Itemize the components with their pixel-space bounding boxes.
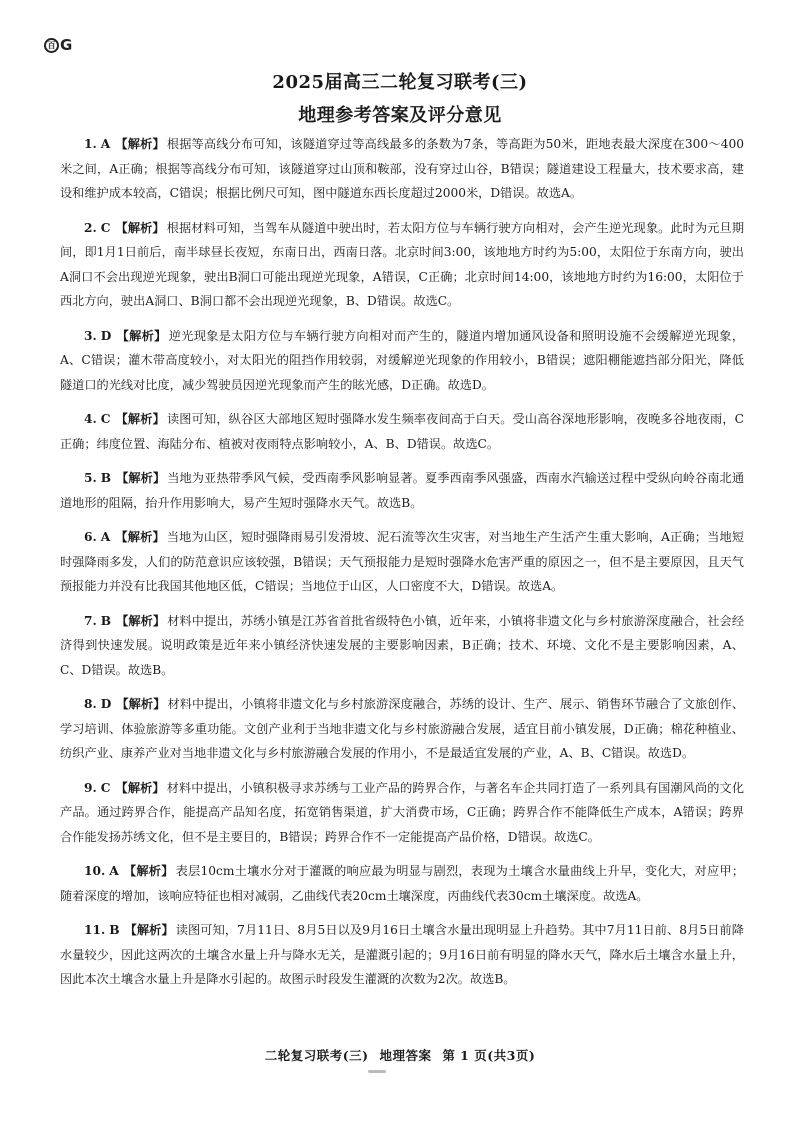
analysis-tag: 【解析】: [116, 697, 166, 711]
answer-item: [60, 609, 744, 683]
page-footer: [0, 1046, 800, 1064]
answer-choice: A: [100, 137, 111, 151]
answer-number: 8.: [84, 697, 97, 711]
answer-number: 9.: [84, 780, 97, 795]
answer-number: 7.: [84, 613, 97, 628]
answer-choice: B: [109, 923, 120, 937]
answer-list: [60, 132, 744, 1002]
answer-item: [60, 859, 744, 908]
analysis-tag: 【解析】: [115, 412, 165, 426]
logo-mark-icon: 百: [44, 38, 59, 53]
answer-choice: D: [100, 697, 112, 711]
analysis-tag: 【解析】: [115, 137, 165, 151]
analysis-tag: 【解析】: [116, 328, 167, 343]
answer-item: [60, 216, 744, 314]
answer-explanation: 根据等高线分布可知，该隧道穿过等高线最多的条数为7条，等高距为50米，距地表最大深度在300～400米之间，A正确；根据等高线分布可知，该隧道穿过山顶和鞍部，没有穿过山谷，B错误；隧道建设工程量大，技术要求高，建设和维护成本较高，C错误；根据比例尺可知，图中隧道东西长度超过2000米，D错误。故选A。: [60, 137, 744, 200]
answer-explanation: 材料中提出，小镇将非遗文化与乡村旅游深度融合，苏绣的设计、生产、展示、销售环节融合了文旅创作、学习培训、体验旅游等多重功能。文创产业利于当地非遗文化与乡村旅游融合发展，适宜目前小镇发展，D正确；棉花种植业、纺织产业、康养产业对当地非遗文化与乡村旅游融合发展的作用小，不是最适宜发展的产业，A、B、C错误。故选D。: [60, 697, 745, 760]
answer-number: 10.: [84, 864, 106, 878]
answer-choice: A: [100, 530, 111, 544]
answer-choice: B: [100, 471, 112, 485]
answer-explanation: 根据材料可知，当驾车从隧道中驶出时，若太阳方位与车辆行驶方向相对，会产生逆光现象。此时为元旦期间，即1月1日前后，南半球昼长夜短，东南日出，西南日落。北京时间3:00，该地地方时约为5:00，太阳位于东南方向，驶出A洞口不会出现逆光现象，驶出B洞口可能出现逆光现象，A错误，C正确；北京时间14:00，该地地方时约为16:00，太阳位于西北方向，驶出A洞口、B洞口都不会出现逆光现象，B、D错误。故选C。: [60, 220, 745, 308]
answer-item: [60, 466, 744, 515]
answer-choice: A: [109, 864, 119, 878]
answer-choice: B: [100, 613, 112, 628]
answer-item: [60, 918, 744, 992]
answer-explanation: 材料中提出，小镇积极寻求苏绣与工业产品的跨界合作，与著名车企共同打造了一系列具有国潮风尚的文化产品。通过跨界合作，能提高产品知名度，拓宽销售渠道，扩大消费市场，C正确；跨界合作不能降低生产成本，A错误；跨界合作能发扬苏绣文化，但不是主要目的，B错误；跨界合作不一定能提高产品价格，D错误。故选C。: [60, 780, 745, 844]
answer-explanation: 读图可知，纵谷区大部地区短时强降水发生频率夜间高于白天。受山高谷深地形影响，夜晚多谷地夜雨，C正确；纬度位置、海陆分布、植被对夜雨特点影响较小，A、B、D错误。故选C。: [60, 412, 745, 451]
answer-item: [60, 776, 744, 850]
footer-subject: 地理答案: [379, 1048, 432, 1063]
answer-number: 11.: [84, 923, 106, 937]
footer-exam-name: 二轮复习联考(三): [264, 1048, 369, 1063]
answer-number: 1.: [84, 137, 97, 151]
logo-letter: G: [60, 36, 73, 54]
analysis-tag: 【解析】: [123, 864, 174, 878]
answer-key-subtitle: 地理参考答案及评分意见: [298, 105, 502, 126]
answer-choice: C: [100, 412, 111, 426]
answer-explanation: 逆光现象是太阳方位与车辆行驶方向相对而产生的，隧道内增加通风设备和照明设施不会缓解逆光现象，A、C错误；灌木带高度较小，对太阳光的阻挡作用较弱，对缓解逆光现象的作用较小，B错误；遮阳棚能遮挡部分阳光，降低隧道口的光线对比度，减少驾驶员因逆光现象而产生的眩光感，D正确。故选D。: [60, 328, 745, 392]
answer-explanation: 读图可知，7月11日、8月5日以及9月16日土壤含水量出现明显上升趋势。其中7月11日前、8月5日前降水量较少，因此这两次的土壤含水量上升与降水无关，是灌溉引起的；9月16日前有明显的降水天气，降水后土壤含水量上升，因此本次土壤含水量上升是降水引起的。故图示时段发生灌溉的次数为2次。故选B。: [60, 923, 744, 986]
answer-choice: D: [100, 328, 112, 343]
answer-number: 4.: [84, 412, 97, 426]
answer-number: 5.: [84, 471, 97, 485]
answer-number: 2.: [84, 220, 97, 235]
answer-item: [60, 692, 744, 766]
answer-item: [60, 525, 744, 599]
exam-title: 2025届高三二轮复习联考(三): [272, 72, 528, 93]
answer-explanation: 材料中提出，苏绣小镇是江苏省首批省级特色小镇，近年来，小镇将非遗文化与乡村旅游深度融合，社会经济得到快速发展。说明政策是近年来小镇经济快速发展的主要影响因素，B正确；技术、环境、文化不是主要影响因素，A、C、D错误。故选B。: [60, 613, 745, 677]
analysis-tag: 【解析】: [115, 780, 165, 795]
analysis-tag: 【解析】: [116, 613, 166, 628]
answer-number: 6.: [84, 530, 97, 544]
answer-item: [60, 407, 744, 456]
answer-choice: C: [100, 780, 111, 795]
analysis-tag: 【解析】: [116, 471, 166, 485]
analysis-tag: 【解析】: [124, 923, 174, 937]
answer-explanation: 表层10cm土壤水分对于灌溉的响应最为明显与剧烈，表现为土壤含水量曲线上升早，变化大，对应甲；随着深度的增加，该响应特征也相对减弱，乙曲线代表20cm土壤深度，丙曲线代表30cm土壤深度。故选A。: [60, 864, 745, 903]
answer-explanation: 当地为山区，短时强降雨易引发滑坡、泥石流等次生灾害，对当地生产生活产生重大影响，A正确；当地短时强降雨多发，人们的防范意识应该较强，B错误；天气预报能力是短时强降水危害严重的原因之一，但不是主要原因，且天气预报能力并没有比我国其他地区低，C错误；当地位于山区，人口密度不大，D错误。故选A。: [60, 530, 745, 593]
publisher-logo: [44, 36, 72, 54]
footer-page-number: 第 1 页(共3页): [442, 1048, 536, 1063]
footer-mark: [368, 1070, 386, 1073]
answer-choice: C: [100, 220, 111, 235]
analysis-tag: 【解析】: [115, 220, 165, 235]
answer-explanation: 当地为亚热带季风气候，受西南季风影响显著。夏季西南季风强盛，西南水汽输送过程中受纵向岭谷南北通道地形的阻隔，抬升作用影响大，易产生短时强降水天气。故选B。: [60, 471, 745, 510]
answer-item: [60, 324, 744, 398]
analysis-tag: 【解析】: [115, 530, 165, 544]
answer-item: [60, 132, 744, 206]
answer-number: 3.: [84, 328, 97, 343]
